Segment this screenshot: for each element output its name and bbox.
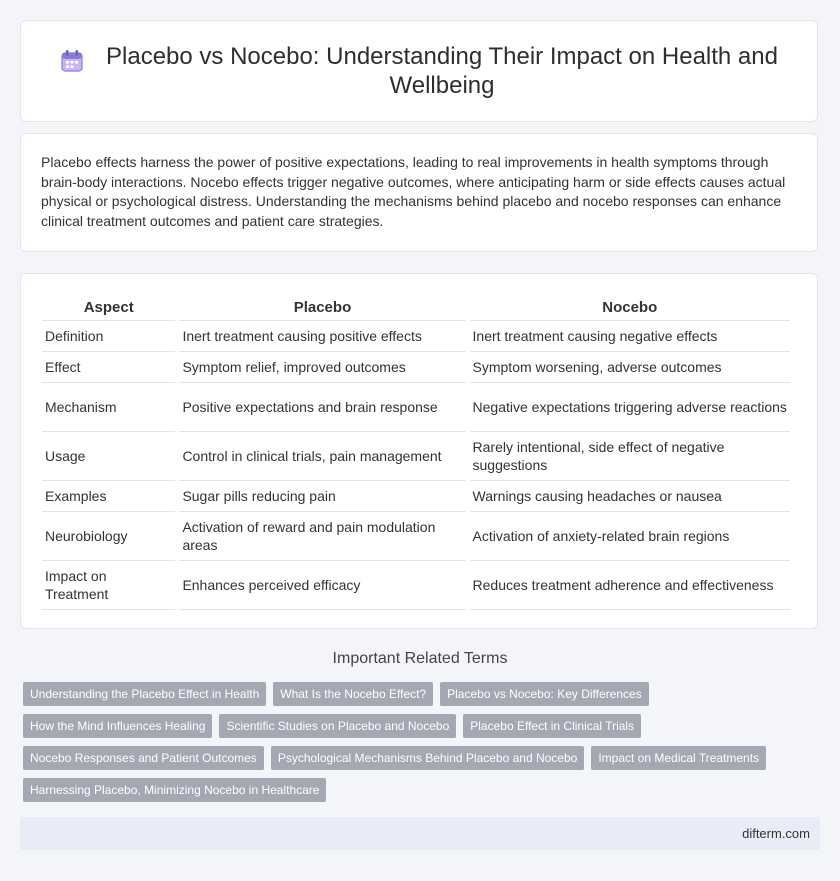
related-term-tag[interactable]: Understanding the Placebo Effect in Health — [23, 682, 266, 706]
related-term-tag[interactable]: Harnessing Placebo, Minimizing Nocebo in Healthcare — [23, 778, 326, 802]
cell-placebo: Symptom relief, improved outcomes — [179, 352, 465, 383]
related-terms-title: Important Related Terms — [332, 650, 508, 667]
cell-nocebo: Negative expectations triggering adverse reactions — [470, 383, 790, 432]
cell-aspect: Effect — [42, 352, 175, 383]
intro-card — [20, 133, 818, 252]
cell-aspect: Mechanism — [42, 383, 175, 432]
cell-aspect: Usage — [42, 432, 175, 481]
intro-text: Placebo effects harness the power of positive expectations, leading to real improvements in health symptoms through brain-body interactions. Nocebo effects trigger negative outcomes, where anticipating harm or side effects causes actual physical or psychological distress. Understanding the mechanisms behind placebo and nocebo responses can enhance clinical treatment outcomes and patient care strategies. — [41, 154, 786, 229]
related-term-tag[interactable]: What Is the Nocebo Effect? — [273, 682, 433, 706]
header-nocebo: Nocebo — [470, 295, 790, 321]
related-term-tag[interactable]: Nocebo Responses and Patient Outcomes — [23, 746, 264, 770]
cell-aspect: Neurobiology — [42, 512, 175, 561]
cell-placebo: Inert treatment causing positive effects — [179, 321, 465, 352]
table-row — [42, 352, 790, 383]
table-row — [42, 432, 790, 481]
table-row — [42, 383, 790, 432]
footer-site-link[interactable]: difterm.com — [742, 826, 810, 841]
cell-aspect: Impact on Treatment — [42, 561, 175, 610]
related-term-tag[interactable]: Psychological Mechanisms Behind Placebo and Nocebo — [271, 746, 585, 770]
cell-placebo: Enhances perceived efficacy — [179, 561, 465, 610]
header-placebo: Placebo — [179, 295, 465, 321]
table-row — [42, 561, 790, 610]
cell-nocebo: Inert treatment causing negative effects — [470, 321, 790, 352]
header-aspect: Aspect — [42, 295, 175, 321]
table-row — [42, 321, 790, 352]
footer — [20, 817, 820, 850]
header-card — [20, 20, 818, 122]
comparison-table — [38, 295, 794, 610]
table-row — [42, 512, 790, 561]
cell-aspect: Examples — [42, 481, 175, 512]
table-header-row — [42, 295, 790, 321]
related-term-tag[interactable]: Placebo Effect in Clinical Trials — [463, 714, 641, 738]
cell-nocebo: Symptom worsening, adverse outcomes — [470, 352, 790, 383]
page-title: Placebo vs Nocebo: Understanding Their Impact on Health and Wellbeing — [106, 43, 778, 99]
cell-aspect: Definition — [42, 321, 175, 352]
calendar-icon — [59, 48, 85, 74]
related-term-tag[interactable]: Scientific Studies on Placebo and Nocebo — [219, 714, 456, 738]
cell-nocebo: Activation of anxiety-related brain regions — [470, 512, 790, 561]
cell-nocebo: Rarely intentional, side effect of negative suggestions — [470, 432, 790, 481]
cell-placebo: Control in clinical trials, pain management — [179, 432, 465, 481]
related-term-tag[interactable]: Impact on Medical Treatments — [591, 746, 766, 770]
cell-placebo: Positive expectations and brain response — [179, 383, 465, 432]
comparison-table-card — [20, 273, 818, 629]
related-terms-list — [23, 682, 813, 810]
cell-nocebo: Warnings causing headaches or nausea — [470, 481, 790, 512]
related-term-tag[interactable]: Placebo vs Nocebo: Key Differences — [440, 682, 649, 706]
cell-placebo: Sugar pills reducing pain — [179, 481, 465, 512]
cell-nocebo: Reduces treatment adherence and effectiveness — [470, 561, 790, 610]
table-row — [42, 481, 790, 512]
related-term-tag[interactable]: How the Mind Influences Healing — [23, 714, 212, 738]
cell-placebo: Activation of reward and pain modulation areas — [179, 512, 465, 561]
